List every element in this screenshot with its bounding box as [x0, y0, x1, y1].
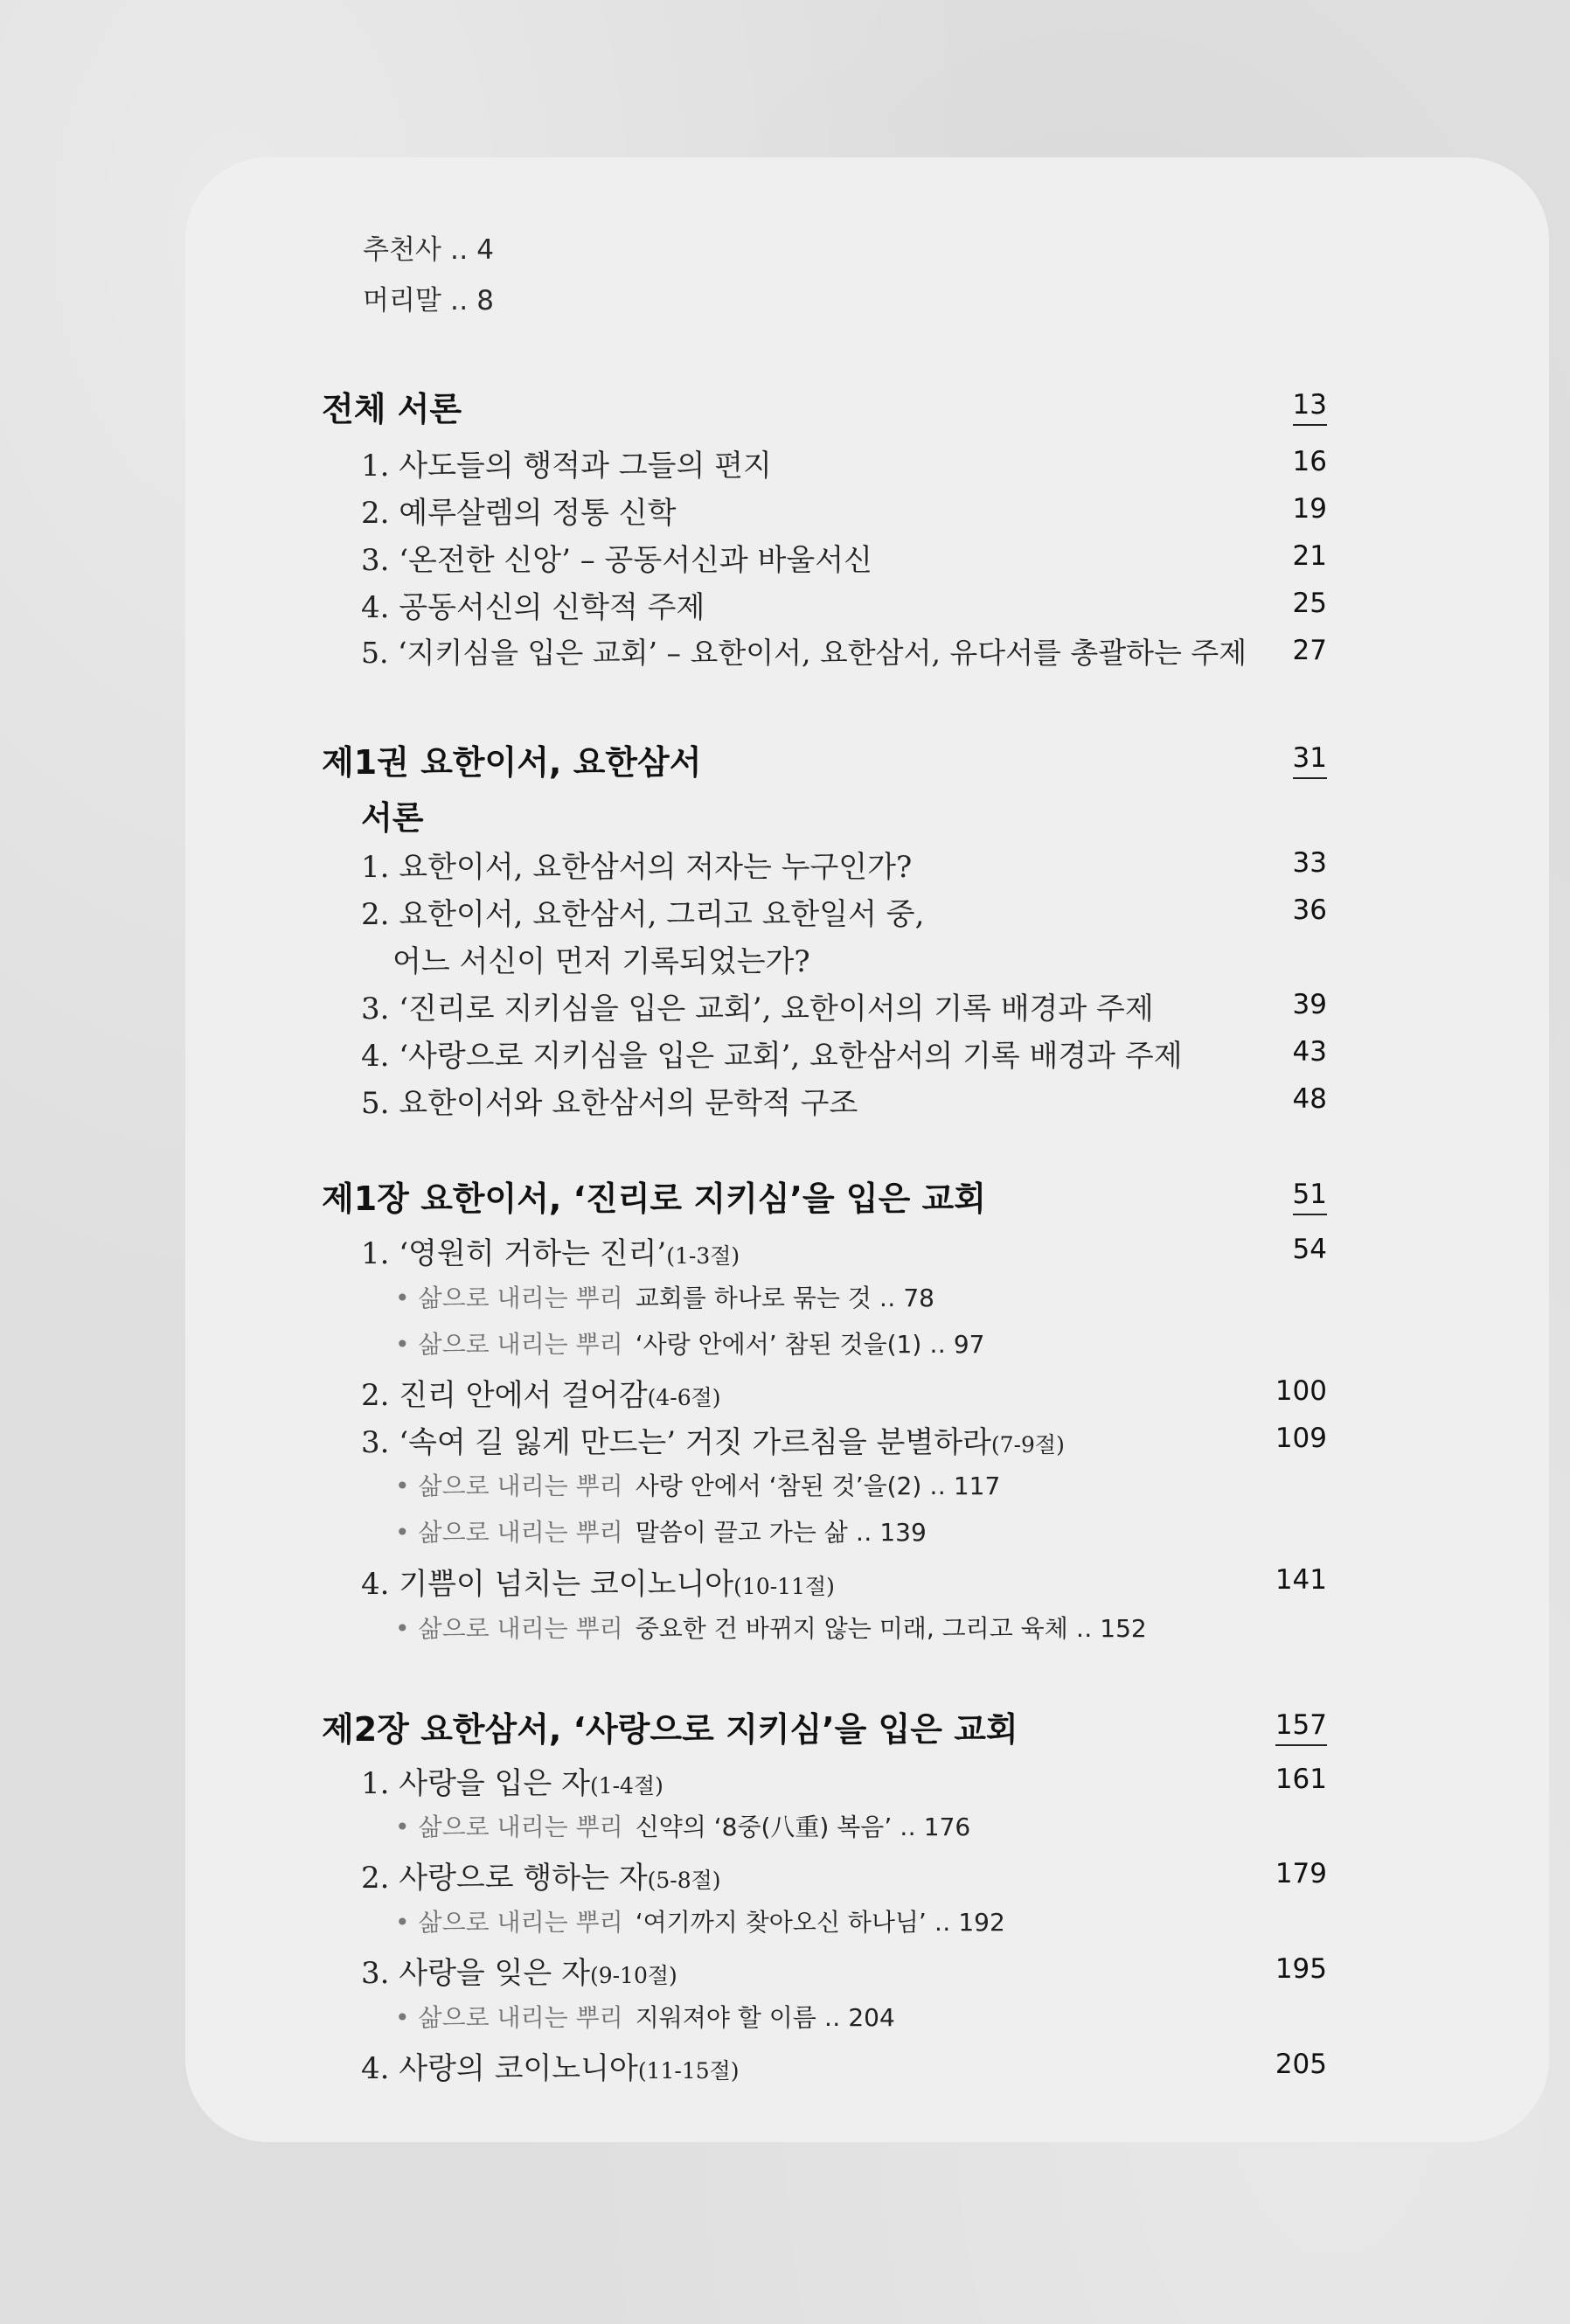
toc-item: 5. 요한이서와 요한삼서의 문학적 구조	[361, 1086, 858, 1121]
page-number: 51	[1224, 1179, 1327, 1210]
toc-item: 3. ‘진리로 지키심을 입은 교회’, 요한이서의 기록 배경과 주제	[361, 992, 1154, 1026]
page-number: 141	[1275, 1564, 1327, 1596]
toc-item: 5. ‘지키심을 입은 교회’ – 요한이서, 요한삼서, 유다서를 총괄하는 주제	[361, 636, 1247, 670]
toc-item: 1. ‘영원히 거하는 진리’(1-3절)	[361, 1236, 740, 1271]
toc-item: 4. ‘사랑으로 지키심을 입은 교회’, 요한삼서의 기록 배경과 주제	[361, 1039, 1183, 1074]
page-number: 31	[1224, 742, 1327, 774]
toc-item: 2. 사랑으로 행하는 자(5-8절)	[361, 1861, 721, 1896]
page-number: 25	[1292, 588, 1327, 619]
page-number: 205	[1275, 2049, 1327, 2080]
preface-entry: 추천사 ‥ 4	[363, 234, 494, 266]
page-number: 179	[1275, 1858, 1327, 1889]
page-number: 54	[1292, 1234, 1327, 1265]
toc-item: 4. 기쁨이 넘치는 코이노니아(10-11절)	[361, 1567, 835, 1602]
page-number: 43	[1292, 1036, 1327, 1068]
page-number: 100	[1275, 1375, 1327, 1407]
toc-item: 4. 공동서신의 신학적 주제	[361, 590, 705, 625]
page-number: 33	[1292, 847, 1327, 879]
bullet-entry: • 삶으로 내리는 뿌리 지워져야 할 이름 ‥ 204	[395, 2003, 895, 2032]
page-number: 21	[1292, 540, 1327, 572]
page-number: 161	[1275, 1764, 1327, 1795]
toc-item: 1. 사도들의 행적과 그들의 편지	[361, 449, 772, 484]
chapter-title-1: 제1장 요한이서, ‘진리로 지키심’을 입은 교회	[322, 1179, 986, 1218]
page-number: 109	[1275, 1423, 1327, 1454]
toc-item: 1. 요한이서, 요한삼서의 저자는 누구인가?	[361, 850, 913, 885]
preface-entry: 머리말 ‥ 8	[363, 285, 494, 317]
subsection-title: 서론	[361, 799, 424, 837]
bullet-entry: • 삶으로 내리는 뿌리 ‘여기까지 찾아오신 하나님’ ‥ 192	[395, 1908, 1005, 1937]
page-number: 195	[1275, 1953, 1327, 1985]
page-number: 19	[1292, 493, 1327, 525]
toc-item: 2. 요한이서, 요한삼서, 그리고 요한일서 중,	[361, 897, 925, 932]
bullet-entry: • 삶으로 내리는 뿌리 말씀이 끌고 가는 삶 ‥ 139	[395, 1518, 927, 1547]
toc-item: 1. 사랑을 입은 자(1-4절)	[361, 1766, 663, 1801]
bullet-entry: • 삶으로 내리는 뿌리 중요한 건 바뀌지 않는 미래, 그리고 육체 ‥ 152	[395, 1614, 1147, 1643]
bullet-entry: • 삶으로 내리는 뿌리 ‘사랑 안에서’ 참된 것을(1) ‥ 97	[395, 1330, 985, 1359]
section-title-intro: 전체 서론	[322, 390, 462, 428]
toc-item: 3. ‘온전한 신앙’ – 공동서신과 바울서신	[361, 543, 872, 578]
bullet-entry: • 삶으로 내리는 뿌리 교회를 하나로 묶는 것 ‥ 78	[395, 1284, 934, 1312]
toc-item-continued: 어느 서신이 먼저 기록되었는가?	[392, 944, 810, 979]
toc-item: 4. 사랑의 코이노니아(11-15절)	[361, 2051, 740, 2086]
page-number: 27	[1292, 635, 1327, 666]
page-number: 157	[1224, 1709, 1327, 1741]
section-title-book1: 제1권 요한이서, 요한삼서	[322, 743, 702, 782]
chapter-title-2: 제2장 요한삼서, ‘사랑으로 지키심’을 입은 교회	[322, 1710, 1018, 1749]
bullet-entry: • 삶으로 내리는 뿌리 신약의 ‘8중(八重) 복음’ ‥ 176	[395, 1813, 971, 1841]
page-number: 36	[1292, 894, 1327, 926]
bullet-entry: • 삶으로 내리는 뿌리 사랑 안에서 ‘참된 것’을(2) ‥ 117	[395, 1472, 1001, 1500]
page-number: 13	[1224, 389, 1327, 421]
toc-item: 3. ‘속여 길 잃게 만드는’ 거짓 가르침을 분별하라(7-9절)	[361, 1425, 1065, 1460]
page-number: 39	[1292, 989, 1327, 1020]
page-number: 48	[1292, 1083, 1327, 1115]
toc-item: 3. 사랑을 잊은 자(9-10절)	[361, 1956, 677, 1991]
toc-item: 2. 진리 안에서 걸어감(4-6절)	[361, 1378, 721, 1413]
toc-item: 2. 예루살렘의 정통 신학	[361, 496, 677, 531]
page-number: 16	[1292, 446, 1327, 477]
